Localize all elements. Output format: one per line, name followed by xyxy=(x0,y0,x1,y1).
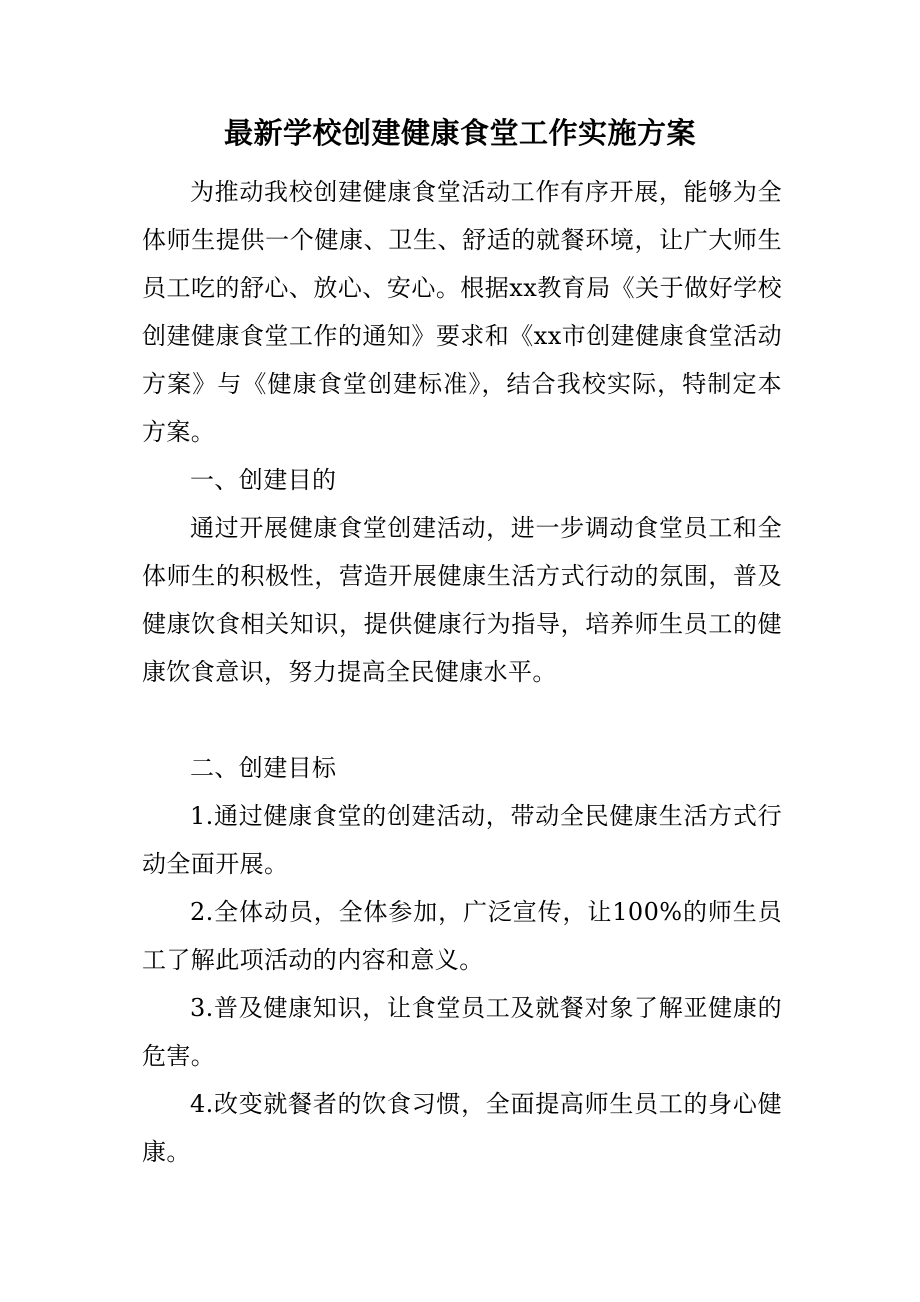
section-heading-goals: 二、创建目标 xyxy=(190,754,337,782)
section-heading-purpose: 一、创建目的 xyxy=(190,466,337,494)
goal-item-3: 3.普及健康知识，让食堂员工及就餐对象了解亚健康的危害。 xyxy=(142,994,782,1070)
document-body xyxy=(142,168,782,1176)
goal-item-4: 4.改变就餐者的饮食习惯，全面提高师生员工的身心健康。 xyxy=(142,1090,782,1166)
goal-item-1: 1.通过健康食堂的创建活动，带动全民健康生活方式行动全面开展。 xyxy=(142,802,782,878)
document-title: 最新学校创建健康食堂工作实施方案 xyxy=(223,116,696,150)
purpose-paragraph: 通过开展健康食堂创建活动，进一步调动食堂员工和全体师生的积极性，营造开展健康生活方式行动的氛围，普及健康饮食相关知识，提供健康行为指导，培养师生员工的健康饮食意识，努力提高全民健康水平。 xyxy=(142,514,782,686)
blank-line xyxy=(142,696,782,744)
goal-item-2: 2.全体动员，全体参加，广泛宣传，让100%的师生员工了解此项活动的内容和意义。 xyxy=(142,898,782,974)
intro-paragraph: 为推动我校创建健康食堂活动工作有序开展，能够为全体师生提供一个健康、卫生、舒适的就餐环境，让广大师生员工吃的舒心、放心、安心。根据xx教育局《关于做好学校创建健康食堂工作的通知》要求和《xx市创建健康食堂活动方案》与《健康食堂创建标准》，结合我校实际，特制定本方案。 xyxy=(142,178,782,446)
